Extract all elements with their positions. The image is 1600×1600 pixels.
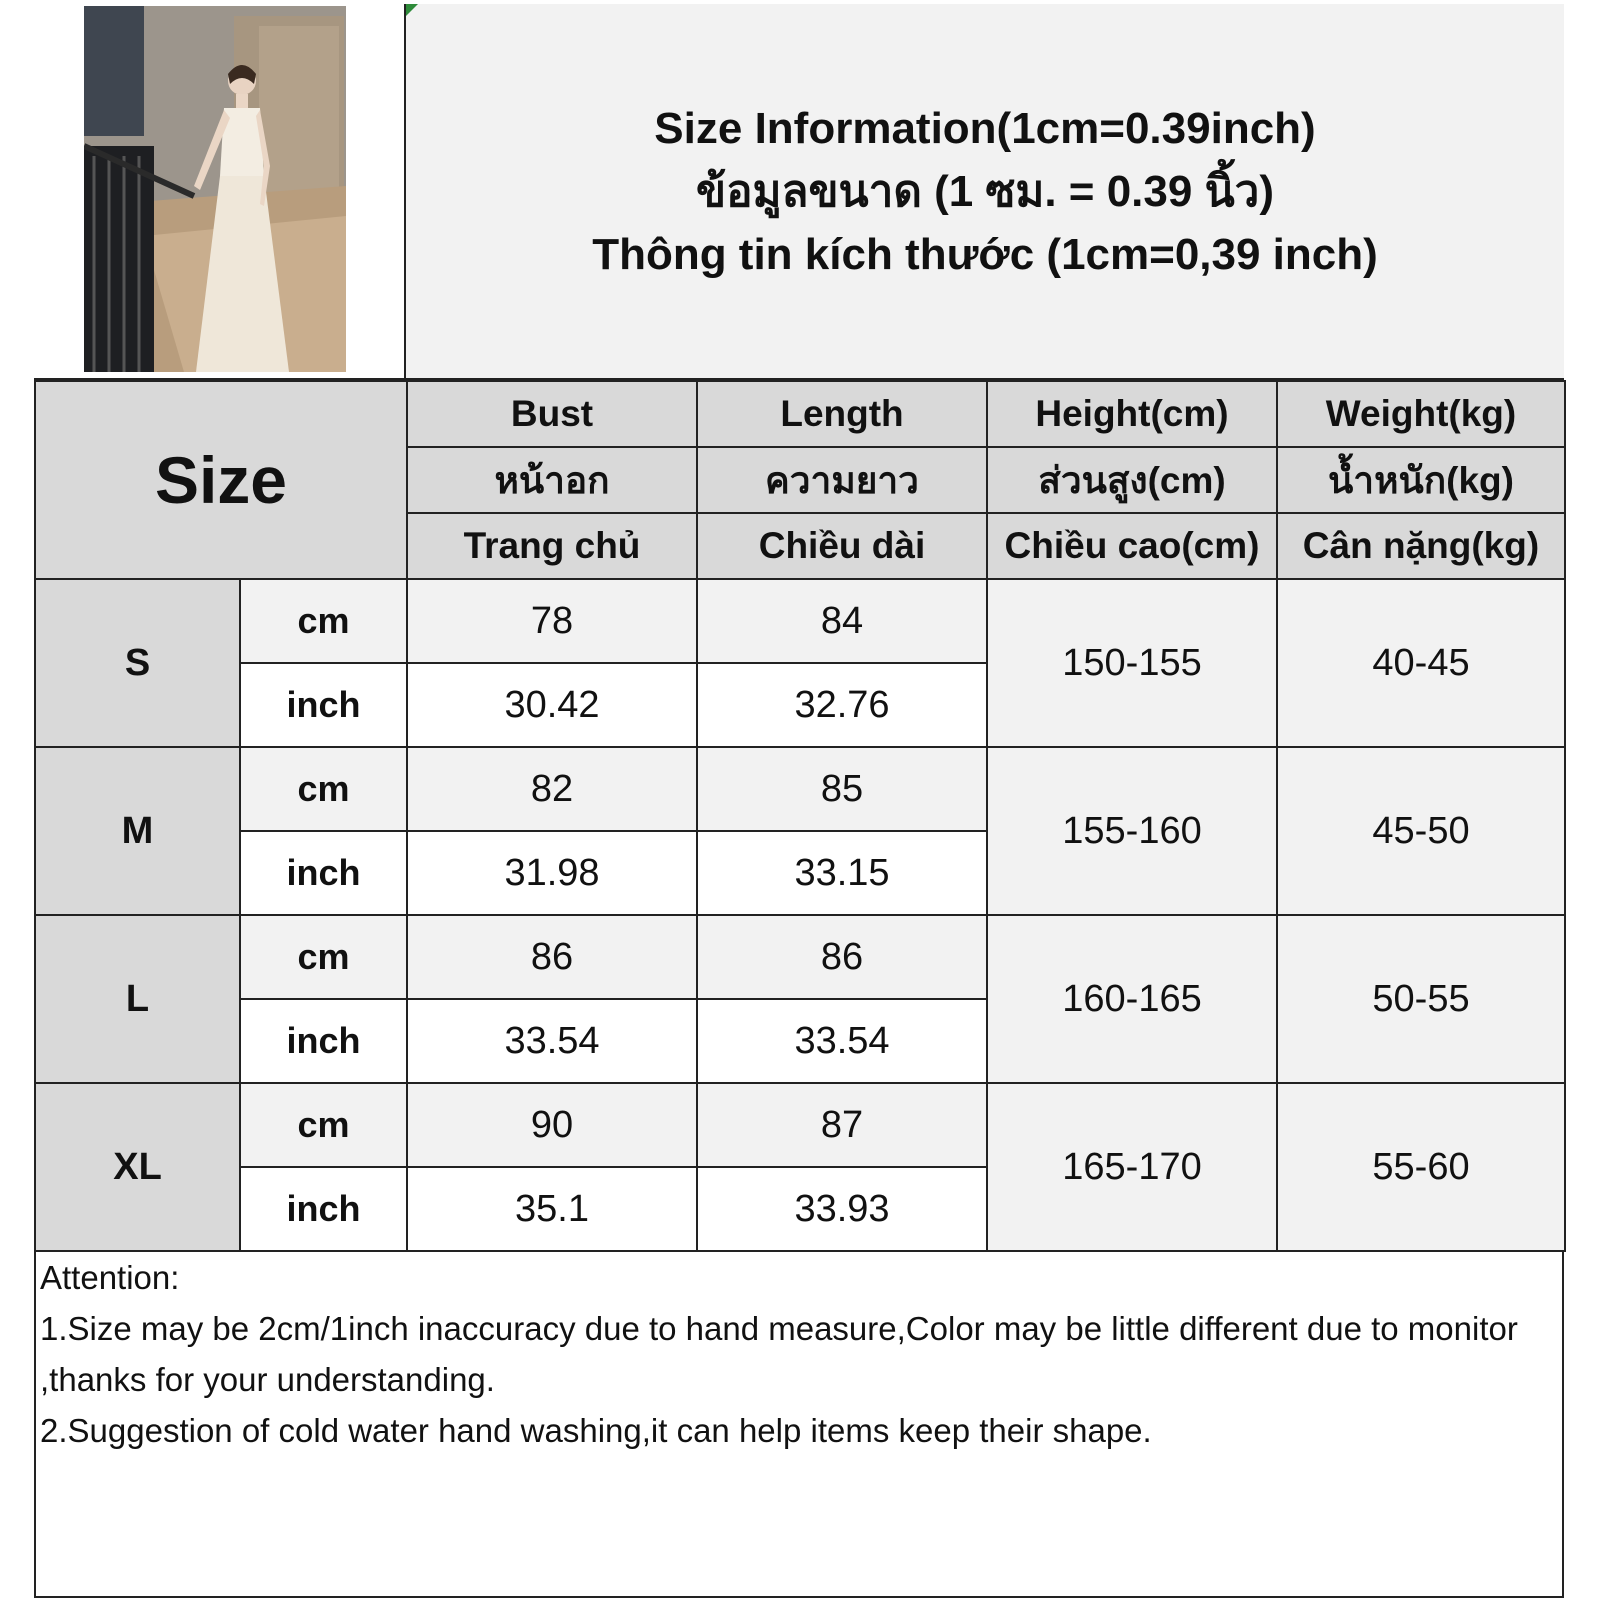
cell-comment-marker xyxy=(406,4,418,16)
bust-inch-m: 31.98 xyxy=(407,831,697,915)
size-m-label: M xyxy=(35,747,240,915)
length-inch-l: 33.54 xyxy=(697,999,987,1083)
unit-inch-label: inch xyxy=(240,663,407,747)
height-header-th: ส่วนสูง(cm) xyxy=(987,447,1277,513)
length-cm-m: 85 xyxy=(697,747,987,831)
bust-cm-m: 82 xyxy=(407,747,697,831)
unit-inch-label: inch xyxy=(240,1167,407,1251)
size-information-title xyxy=(406,4,1564,380)
bust-inch-l: 33.54 xyxy=(407,999,697,1083)
size-l-label: L xyxy=(35,915,240,1083)
attention-notes xyxy=(40,1252,1550,1456)
product-photo xyxy=(84,6,346,372)
title-line-vietnamese: Thông tin kích thước (1cm=0,39 inch) xyxy=(592,229,1378,279)
attention-note-1: 1.Size may be 2cm/1inch inaccuracy due to hand measure,Color may be little different due to monitor ,thanks for your understanding. xyxy=(40,1310,1518,1398)
bust-inch-s: 30.42 xyxy=(407,663,697,747)
bust-cm-xl: 90 xyxy=(407,1083,697,1167)
unit-inch-label: inch xyxy=(240,999,407,1083)
height-range-l: 160-165 xyxy=(987,915,1277,1083)
length-cm-s: 84 xyxy=(697,579,987,663)
length-header-th: ความยาว xyxy=(697,447,987,513)
unit-cm-label: cm xyxy=(240,1083,407,1167)
weight-header-en: Weight(kg) xyxy=(1277,381,1565,447)
title-line-english: Size Information(1cm=0.39inch) xyxy=(654,103,1316,153)
attention-heading: Attention: xyxy=(40,1259,180,1296)
height-range-m: 155-160 xyxy=(987,747,1277,915)
unit-cm-label: cm xyxy=(240,747,407,831)
weight-range-s: 40-45 xyxy=(1277,579,1565,747)
length-inch-m: 33.15 xyxy=(697,831,987,915)
height-range-s: 150-155 xyxy=(987,579,1277,747)
bust-cm-l: 86 xyxy=(407,915,697,999)
height-header-vi: Chiều cao(cm) xyxy=(987,513,1277,579)
weight-header-th: น้ำหนัก(kg) xyxy=(1277,447,1565,513)
length-cm-xl: 87 xyxy=(697,1083,987,1167)
length-header-en: Length xyxy=(697,381,987,447)
product-photo-image xyxy=(84,6,346,372)
attention-note-2: 2.Suggestion of cold water hand washing,it can help items keep their shape. xyxy=(40,1412,1152,1449)
unit-cm-label: cm xyxy=(240,579,407,663)
length-inch-s: 32.76 xyxy=(697,663,987,747)
product-photo-cell xyxy=(34,4,406,380)
size-s-label: S xyxy=(35,579,240,747)
unit-inch-label: inch xyxy=(240,831,407,915)
unit-cm-label: cm xyxy=(240,915,407,999)
weight-range-xl: 55-60 xyxy=(1277,1083,1565,1251)
bust-cm-s: 78 xyxy=(407,579,697,663)
height-header-en: Height(cm) xyxy=(987,381,1277,447)
size-header: Size xyxy=(35,381,407,579)
length-cm-l: 86 xyxy=(697,915,987,999)
length-header-vi: Chiều dài xyxy=(697,513,987,579)
bust-inch-xl: 35.1 xyxy=(407,1167,697,1251)
weight-range-l: 50-55 xyxy=(1277,915,1565,1083)
size-xl-label: XL xyxy=(35,1083,240,1251)
bust-header-th: หน้าอก xyxy=(407,447,697,513)
title-line-thai: ข้อมูลขนาด (1 ซม. = 0.39 นิ้ว) xyxy=(695,166,1274,216)
length-inch-xl: 33.93 xyxy=(697,1167,987,1251)
weight-header-vi: Cân nặng(kg) xyxy=(1277,513,1565,579)
weight-range-m: 45-50 xyxy=(1277,747,1565,915)
height-range-xl: 165-170 xyxy=(987,1083,1277,1251)
bust-header-vi: Trang chủ xyxy=(407,513,697,579)
size-table xyxy=(34,380,1566,1252)
bust-header-en: Bust xyxy=(407,381,697,447)
